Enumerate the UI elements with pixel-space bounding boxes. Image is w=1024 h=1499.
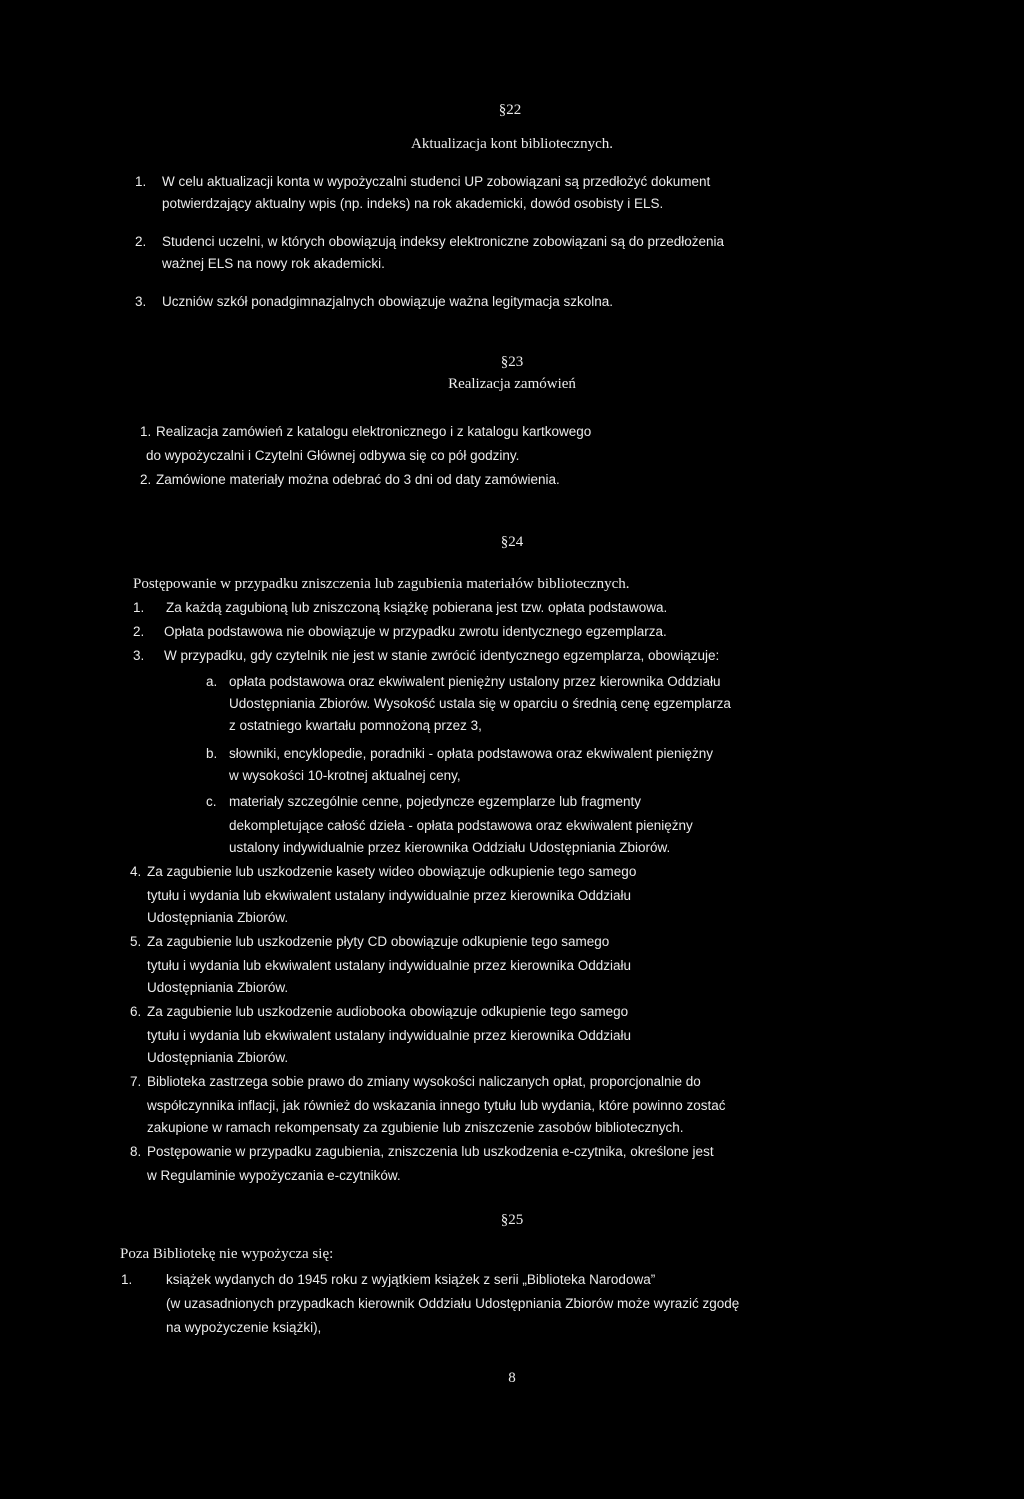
s24-sub-b-line-1: słowniki, encyklopedie, poradniki - opłata podstawowa oraz ekwiwalent pieniężny <box>229 746 714 761</box>
s22-item-3-line-1: Uczniów szkół ponadgimnazjalnych obowiązuje ważna legitymacja szkolna. <box>162 294 613 309</box>
s24-item-7-line-2: współczynnika inflacji, jak również do wskazania innego tytułu lub wydania, które powinno zostać <box>147 1098 726 1113</box>
s22-item-1-line-2: potwierdzający aktualny wpis (np. indeks) na rok akademicki, dowód osobisty i ELS. <box>162 196 664 211</box>
section-22-number <box>0 100 1022 120</box>
s22-item-3-number: 3. <box>135 294 147 309</box>
section-24-number <box>0 532 1024 552</box>
s24-item-5-line-2: tytułu i wydania lub ekwiwalent ustalany indywidualnie przez kierownika Oddziału <box>147 958 632 973</box>
section-22-number-text: §22 <box>498 102 522 118</box>
section-23-title-text: Realizacja zamówień <box>448 376 576 392</box>
section-23-number <box>0 352 1024 372</box>
s24-item-2-number: 2. <box>133 624 145 639</box>
s24-sub-c-line-3: ustalony indywidualnie przez kierownika Oddziału Udostępniania Zbiorów. <box>229 840 671 855</box>
s24-item-4-line-1: Za zagubienie lub uszkodzenie kasety wideo obowiązuje odkupienie tego samego <box>147 864 637 879</box>
s24-sub-a-line-3: z ostatniego kwartału pomnożoną przez 3, <box>229 718 482 733</box>
section-22-title <box>0 134 1024 154</box>
s24-item-8-line-1: Postępowanie w przypadku zagubienia, zniszczenia lub uszkodzenia e-czytnika, określone jest <box>147 1144 714 1159</box>
s24-item-3-line-1: W przypadku, gdy czytelnik nie jest w stanie zwrócić identycznego egzemplarza, obowiązuje: <box>164 648 720 663</box>
s24-sub-a-letter: a. <box>206 674 218 689</box>
s24-item-8-number: 8. <box>130 1144 142 1159</box>
s24-sub-a-line-1: opłata podstawowa oraz ekwiwalent pieniężny ustalony przez kierownika Oddziału <box>229 674 721 689</box>
s24-item-5-number: 5. <box>130 934 142 949</box>
s24-item-6-line-3: Udostępniania Zbiorów. <box>147 1050 289 1065</box>
s24-item-4-line-3: Udostępniania Zbiorów. <box>147 910 289 925</box>
s24-item-4-number: 4. <box>130 864 142 879</box>
section-23-title <box>0 374 1024 394</box>
s24-item-6-line-1: Za zagubienie lub uszkodzenie audiobooka obowiązuje odkupienie tego samego <box>147 1004 629 1019</box>
s23-item-2-number: 2. <box>140 472 152 487</box>
s22-item-2-number: 2. <box>135 234 147 249</box>
s24-sub-c-line-2: dekompletujące całość dzieła - opłata podstawowa oraz ekwiwalent pieniężny <box>229 818 693 833</box>
s24-item-7-line-1: Biblioteka zastrzega sobie prawo do zmiany wysokości naliczanych opłat, proporcjonalnie do <box>147 1074 701 1089</box>
s25-item-1-line-1: książek wydanych do 1945 roku z wyjątkiem książek z serii „Biblioteka Narodowa” <box>166 1272 656 1287</box>
s24-item-8-line-2: w Regulaminie wypożyczania e-czytników. <box>147 1168 401 1183</box>
s22-item-2-line-1: Studenci uczelni, w których obowiązują indeksy elektroniczne zobowiązani są do przedłożenia <box>162 234 725 249</box>
s24-sub-b-line-2: w wysokości 10-krotnej aktualnej ceny, <box>229 768 461 783</box>
s24-sub-a-line-2: Udostępniania Zbiorów. Wysokość ustala się w oparciu o średnią cenę egzemplarza <box>229 696 731 711</box>
section-23-number-text: §23 <box>500 354 524 370</box>
section-25-number-text: §25 <box>500 1212 524 1228</box>
section-24-number-text: §24 <box>500 534 524 550</box>
s24-item-3-number: 3. <box>133 648 145 663</box>
section-24-title: Postępowanie w przypadku zniszczenia lub zagubienia materiałów bibliotecznych. <box>133 576 630 592</box>
section-25-title: Poza Bibliotekę nie wypożycza się: <box>120 1246 334 1262</box>
s24-sub-b-letter: b. <box>206 746 218 761</box>
s24-item-6-line-2: tytułu i wydania lub ekwiwalent ustalany indywidualnie przez kierownika Oddziału <box>147 1028 632 1043</box>
section-25-number <box>0 1210 1024 1230</box>
s24-item-4-line-2: tytułu i wydania lub ekwiwalent ustalany indywidualnie przez kierownika Oddziału <box>147 888 632 903</box>
s22-item-1-number: 1. <box>135 174 147 189</box>
s24-sub-c-letter: c. <box>206 794 217 809</box>
s23-item-1-number: 1. <box>140 424 152 439</box>
s22-item-1-line-1: W celu aktualizacji konta w wypożyczalni studenci UP zobowiązani są przedłożyć dokument <box>162 174 711 189</box>
s24-item-7-number: 7. <box>130 1074 142 1089</box>
page-number: 8 <box>508 1370 516 1386</box>
s25-item-1-line-3: na wypożyczenie książki), <box>166 1320 322 1335</box>
s24-sub-c-line-1: materiały szczególnie cenne, pojedyncze egzemplarze lub fragmenty <box>229 794 641 809</box>
s24-item-1-number: 1. <box>133 600 145 615</box>
s24-item-1-line-1: Za każdą zagubioną lub zniszczoną książkę pobierana jest tzw. opłata podstawowa. <box>166 600 668 615</box>
s25-item-1-number: 1. <box>121 1272 133 1287</box>
s24-item-5-line-3: Udostępniania Zbiorów. <box>147 980 289 995</box>
s24-item-5-line-1: Za zagubienie lub uszkodzenie płyty CD obowiązuje odkupienie tego samego <box>147 934 610 949</box>
s24-item-6-number: 6. <box>130 1004 142 1019</box>
s23-item-1-line-2: do wypożyczalni i Czytelni Głównej odbywa się co pół godziny. <box>146 448 520 463</box>
section-22-title-text: Aktualizacja kont bibliotecznych. <box>410 136 613 152</box>
s22-item-2-line-2: ważnej ELS na nowy rok akademicki. <box>162 256 385 271</box>
s25-item-1-line-2: (w uzasadnionych przypadkach kierownik Oddziału Udostępniania Zbiorów może wyrazić zgodę <box>166 1296 740 1311</box>
s23-item-1-line-1: Realizacja zamówień z katalogu elektronicznego i z katalogu kartkowego <box>156 424 592 439</box>
s24-item-2-line-1: Opłata podstawowa nie obowiązuje w przypadku zwrotu identycznego egzemplarza. <box>164 624 667 639</box>
s24-item-7-line-3: zakupione w ramach rekompensaty za zgubienie lub zniszczenie zasobów bibliotecznych. <box>147 1120 684 1135</box>
s23-item-2-line-1: Zamówione materiały można odebrać do 3 dni od daty zamówienia. <box>156 472 560 487</box>
